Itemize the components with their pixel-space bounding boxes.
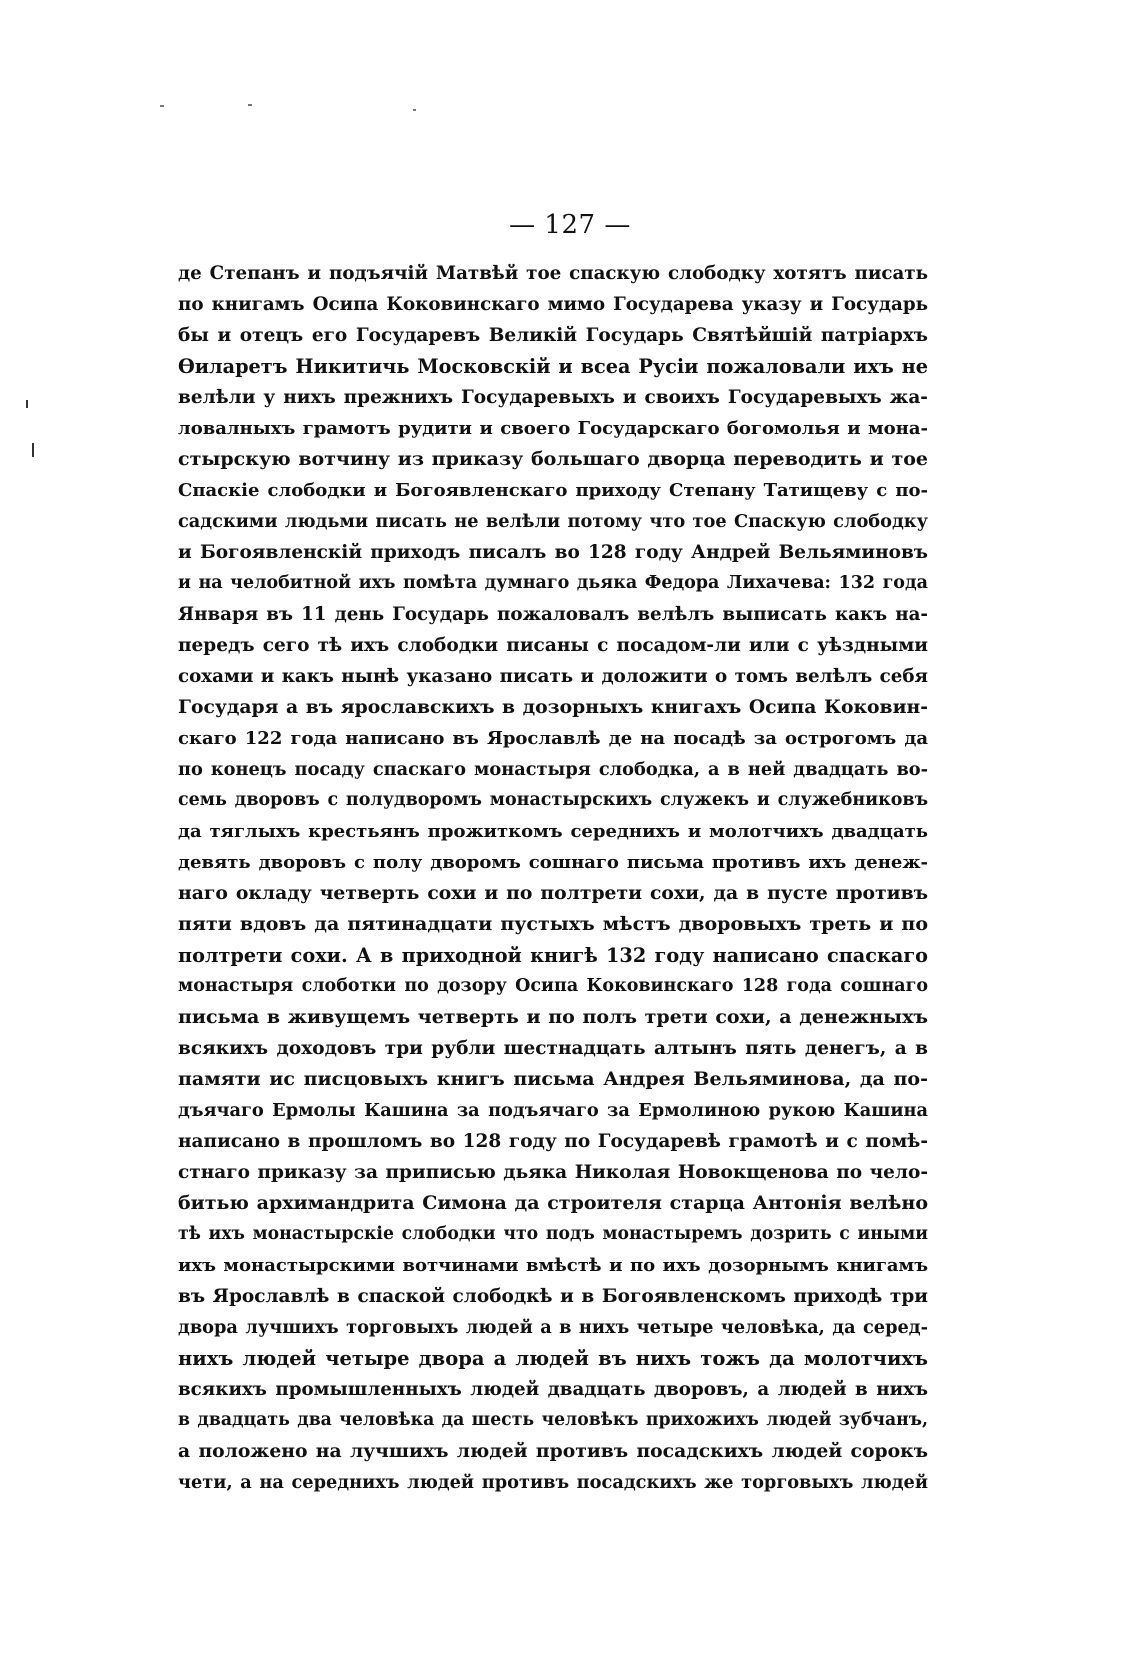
scan-speck: [248, 104, 252, 106]
text-line: наго окладу четверть сохи и по полтрети сохи, да в пусте противъ: [178, 882, 928, 904]
text-line: всякихъ промышленныхъ людей двадцать дворовъ, а людей в нихъ: [178, 1379, 928, 1400]
body-text: [178, 258, 928, 1498]
text-line: по конецъ посаду спаскаго монастыря слободка, а в ней двадцать во-: [178, 759, 928, 780]
text-line: садскими людьми писать не велѣли потому что тое Спаскую слободку: [178, 511, 928, 532]
text-line: стырскую вотчину из приказу большаго дворца переводить и тое: [178, 448, 928, 470]
text-line: скаго 122 года написано въ Ярославлѣ де на посадѣ за острогомъ да: [178, 728, 928, 749]
text-line: памяти ис писцовыхъ книгъ письма Андрея Вельяминова, да по-: [178, 1068, 928, 1090]
text-line: нихъ людей четыре двора а людей въ нихъ тожъ да молотчихъ: [178, 1347, 928, 1370]
text-line: дъячаго Ермолы Кашина за подъячаго за Ермолиною рукою Кашина: [178, 1100, 928, 1121]
text-line: а положено на лучшихъ людей противъ посадскихъ людей сорокъ: [178, 1440, 928, 1462]
scan-speck: [413, 109, 416, 111]
margin-mark: [26, 400, 28, 408]
text-line: ихъ монастырскими вотчинами вмѣстѣ и по ихъ дозорнымъ книгамъ: [178, 1255, 928, 1276]
page-number: — 127 —: [509, 210, 631, 240]
text-line: девять дворовъ с полу дворомъ сошнаго письма противъ ихъ денеж-: [178, 852, 928, 873]
text-line: монастыря слоботки по дозору Осипа Коковинскаго 128 года сошнаго: [178, 976, 928, 996]
text-line: пяти вдовъ да пятинадцати пустыхъ мѣстъ дворовыхъ треть и по: [178, 913, 928, 935]
text-line: въ Ярославлѣ в спаской слободкѣ и в Богоявленскомъ приходѣ три: [178, 1286, 928, 1307]
text-line: в двадцать два человѣка да шесть человѣкъ прихожихъ людей зубчанъ,: [178, 1410, 928, 1430]
text-line: велѣли у нихъ прежнихъ Государевыхъ и своихъ Государевыхъ жа-: [178, 387, 928, 408]
text-line: де Степанъ и подъячій Матвѣй тое спаскую слободку хотятъ писать: [178, 263, 928, 284]
text-line: семь дворовъ с полудворомъ монастырскихъ служекъ и служебниковъ: [178, 790, 928, 810]
text-line: и Богоявленскій приходъ писалъ во 128 году Андрей Вельяминовъ: [178, 542, 928, 563]
text-line: тѣ ихъ монастырскіе слободки что подъ монастыремъ дозрить с иными: [178, 1224, 928, 1244]
text-line: двора лучшихъ торговыхъ людей а в нихъ четыре человѣка, да серед-: [178, 1317, 928, 1338]
text-line: письма в живущемъ четверть и по полъ трети сохи, а денежныхъ: [178, 1006, 928, 1028]
margin-mark: [32, 443, 34, 457]
text-line: стнаго приказу за приписью дьяка Николая Новокщенова по чело-: [178, 1162, 928, 1183]
text-line: Спаскіе слободки и Богоявленскаго приходу Степану Татищеву с по-: [178, 480, 928, 501]
text-line: и на челобитной ихъ помѣта думнаго дьяка Федора Лихачева: 132 года: [178, 573, 928, 593]
text-line: по книгамъ Осипа Коковинскаго мимо Государева указу и Государь: [178, 294, 928, 315]
text-line: полтрети сохи. А в приходной книгѣ 132 году написано спаскаго: [178, 944, 928, 967]
text-line: всякихъ доходовъ три рубли шестнадцать алтынъ пять денегъ, а в: [178, 1038, 928, 1059]
text-line: сохами и какъ нынѣ указано писать и доложити о томъ велѣлъ себя: [178, 666, 928, 687]
text-line: написано в прошломъ во 128 году по Государевѣ грамотѣ и с помѣ-: [178, 1131, 928, 1152]
text-line: Государя а въ ярославскихъ в дозорныхъ книгахъ Осипа Коковин-: [178, 696, 928, 718]
text-line: чети, а на середнихъ людей противъ посадскихъ же торговыхъ людей: [178, 1472, 928, 1493]
text-line: ловалныхъ грамотъ рудити и своего Государскаго богомолья и мона-: [178, 418, 928, 439]
text-line: Января въ 11 день Государь пожаловалъ велѣлъ выписать какъ на-: [178, 604, 928, 625]
text-line: передъ сего тѣ ихъ слободки писаны с посадом-ли или с уѣздными: [178, 635, 928, 656]
text-line: да тяглыхъ крестьянъ прожиткомъ середнихъ и молотчихъ двадцать: [178, 821, 928, 842]
scan-speck: [160, 105, 164, 107]
text-line: битью архимандрита Симона да строителя старца Антонія велѣно: [178, 1192, 928, 1214]
text-line: Ѳиларетъ Никитичь Московскій и всеа Русіи пожаловали ихъ не: [178, 355, 928, 378]
text-line: бы и отецъ его Государевъ Великій Государь Святѣйшій патріархъ: [178, 325, 928, 346]
